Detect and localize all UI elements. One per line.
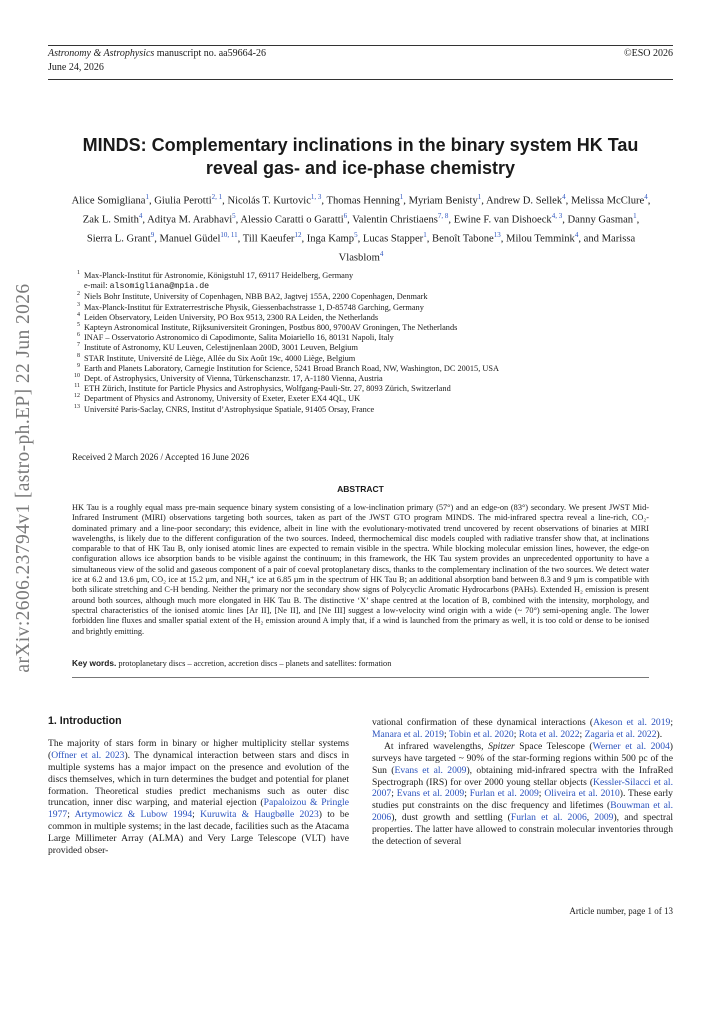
affiliation-list xyxy=(72,271,672,415)
author-affiliation-ref[interactable]: 1 xyxy=(477,193,482,201)
text-run: ), dust growth and settling ( xyxy=(391,812,511,824)
affiliation-text: Niels Bohr Institute, University of Copenhagen, NBB BA2, Jagtvej 155A, 2200 Copenhagen, Denmark xyxy=(84,292,428,302)
author-name: Thomas Henning xyxy=(326,195,400,207)
citation-link[interactable]: Papaloizou & Pringle 1977 xyxy=(48,797,349,821)
author-name: Manuel Güdel xyxy=(159,233,221,245)
text-run: ; xyxy=(443,728,449,740)
author-affiliation-ref[interactable]: 4 xyxy=(644,193,648,201)
affiliation-item xyxy=(72,384,672,394)
author-name: Melissa McClure xyxy=(570,195,645,207)
author-affiliation-ref[interactable]: 5 xyxy=(232,212,236,221)
affiliation-number: 7 xyxy=(77,342,80,349)
author-name: Sierra L. Grant xyxy=(86,233,151,245)
text-run: ) to be common in multiple systems; in the last decade, facilities such as the Atacama Large Millimeter Array (ALMA) and Very Large Telescope (VLT) have provided obser- xyxy=(48,809,349,857)
text-run: ). These early studies put constraints on the disc frequency and lifetimes ( xyxy=(372,788,673,812)
affiliation-item xyxy=(72,405,672,415)
author-name: Nicolás T. Kurtovic xyxy=(227,195,311,207)
citation-link[interactable]: Werner et al. 2004 xyxy=(592,740,670,752)
citation-link[interactable]: Oliveira et al. 2010 xyxy=(544,788,620,800)
text-run: vational confirmation of these dynamical interactions ( xyxy=(372,717,594,728)
header-copyright: ©ESO 2026 xyxy=(624,48,673,59)
citation-link[interactable]: Evans et al. 2009 xyxy=(394,764,467,776)
affiliation-item xyxy=(72,303,672,313)
author-affiliation-ref[interactable]: 4 xyxy=(379,250,384,259)
text-run: ; xyxy=(464,788,470,800)
author-name: Alice Somigliana xyxy=(71,195,146,207)
affiliation-item xyxy=(72,333,672,343)
text-run: ; xyxy=(391,788,397,800)
citation-link[interactable]: Bouwman et al. 2006 xyxy=(372,800,673,824)
author-affiliation-ref[interactable]: 1 xyxy=(145,193,149,201)
author-list: Alice Somigliana$^1$, Giulia Perotti$^{2, 1}$, Nicolás T. Kurtovic$^{1, 3}$, Thomas Henning$^1$, Myriam Benisty$^1$, Andrew D. Sellek$^4$, Melissa McClure$^4$, Zak L. Smith$^4$, Aditya M. Arabhavi$^5$, Alessio Caratti o Garatti$^6$, Valentin Christiaens$^{7, 8}$, Ewine F. van Dishoeck$^{4, 3}$, Danny Gasman$^1$, Sierra L. Grant$^9$, Manuel Güdel$^{10, 11}$, Till Kaeufer$^{12}$, Inga Kamp$^5$, Lucas Stapper$^1$, Benoît Tabone$^{13}$, Milou Temmink$^4$, and Marissa Vlasblom$^4$ xyxy=(71,193,651,264)
right-column xyxy=(372,717,673,848)
arxiv-sidebar xyxy=(4,268,44,688)
affiliation-number: 5 xyxy=(77,322,80,329)
text-run: ; xyxy=(192,809,201,821)
manuscript-number: manuscript no. aa59664-26 xyxy=(154,48,266,59)
affiliation-item xyxy=(72,313,672,323)
affiliation-text: Department of Physics and Astronomy, University of Exeter, Exeter EX4 4QL, UK xyxy=(84,394,361,404)
author-affiliation-ref[interactable]: 9 xyxy=(150,231,155,240)
text-run: ). xyxy=(656,728,663,740)
intro-paragraph-1 xyxy=(48,738,349,857)
author-affiliation-ref[interactable]: 13 xyxy=(493,231,501,240)
affiliation-item xyxy=(72,292,672,302)
author-affiliation-ref[interactable]: 7, 8 xyxy=(437,212,449,221)
citation-link[interactable]: Offner et al. 2023 xyxy=(51,749,125,761)
author-affiliation-ref[interactable]: 4 xyxy=(138,212,143,221)
affiliation-text: e-mail: xyxy=(84,281,110,291)
text-run: The majority of stars form in binary or higher multiplicity stellar systems ( xyxy=(48,737,349,761)
title-line-2: reveal gas- and ice-phase chemistry xyxy=(205,158,516,178)
author-name: Giulia Perotti xyxy=(154,195,212,207)
page-footer: Article number, page 1 of 13 xyxy=(569,906,673,916)
text-run: ) surveys have targeted ~ 90% of the star-forming regions within 500 pc of the Sun ( xyxy=(372,740,673,776)
affiliation-number: 6 xyxy=(77,332,80,339)
affiliation-text: ETH Zürich, Institute for Particle Physics and Astrophysics, Wolfgang-Pauli-Str. 27, 8093 Zürich, Switzerland xyxy=(84,384,451,394)
affiliation-text: STAR Institute, Université de Liège, Allée du Six Août 19c, 4000 Liège, Belgium xyxy=(84,353,356,363)
email-address[interactable]: alsomigliana@mpia.de xyxy=(109,282,210,292)
affiliation-text: Max-Planck-Institut für Astronomie, Königstuhl 17, 69117 Heidelberg, Germany xyxy=(84,271,354,280)
author-affiliation-ref[interactable]: 1 xyxy=(423,231,427,240)
text-run: ; xyxy=(538,788,545,800)
author-affiliation-ref[interactable]: 4 xyxy=(562,193,566,201)
author-name: Ewine F. van Dishoeck xyxy=(453,214,552,226)
author-name: Danny Gasman xyxy=(567,214,634,226)
paper-title xyxy=(48,134,673,180)
citation-link[interactable]: Manara et al. 2019 xyxy=(372,728,444,740)
affiliation-number: 11 xyxy=(74,383,80,390)
author-name: Andrew D. Sellek xyxy=(485,195,563,207)
text-run: Space Telescope ( xyxy=(514,740,593,752)
affiliation-text: Kapteyn Astronomical Institute, Rijksuniversiteit Groningen, Postbus 800, 9700AV Groningen, The Netherlands xyxy=(84,323,458,333)
affiliation-number: 8 xyxy=(77,352,80,359)
affiliation-item xyxy=(72,271,672,281)
affiliation-text: Dept. of Astrophysics, University of Vienna, Türkenschanzstr. 17, A-1180 Vienna, Austria xyxy=(84,374,383,384)
author-name: Till Kaeufer xyxy=(242,233,295,245)
keywords-label: Key words. xyxy=(72,658,117,668)
citation-link[interactable]: Furlan et al. 2006 xyxy=(510,812,587,824)
text-run: ). The dynamical interaction between stars and discs in multiple systems has a major impact on the presence and evolution of the discs themselves, which in turn determines the budget and potential for planet formation. Theoretical studies predict mechanisms such as outer disc truncation, inner disc warping, and material ejection ( xyxy=(48,749,349,809)
affiliation-number: 4 xyxy=(77,311,80,318)
author-affiliation-ref[interactable]: 5 xyxy=(354,231,358,240)
section-divider xyxy=(72,677,649,678)
author-affiliation-ref[interactable]: 1 xyxy=(633,212,637,221)
author-affiliation-ref[interactable]: 10, 11 xyxy=(220,231,238,240)
text-run: ), obtaining mid-infrared spectra with the InfraRed Spectrograph (IRS) for over 2000 young stellar objects ( xyxy=(372,764,673,788)
text-run: , xyxy=(586,812,595,824)
keywords xyxy=(72,658,649,668)
running-header xyxy=(48,45,673,80)
journal-line xyxy=(48,48,266,59)
citation-link[interactable]: Tobin et al. 2020 xyxy=(448,728,514,740)
author-name: Alessio Caratti o Garatti xyxy=(240,214,344,226)
text-run: ; xyxy=(579,728,585,740)
author-affiliation-ref[interactable]: 1 xyxy=(399,193,404,201)
text-run: ; xyxy=(670,717,673,728)
affiliation-item xyxy=(72,364,672,374)
author-name: Valentin Christiaens xyxy=(352,214,438,226)
author-name: Aditya M. Arabhavi xyxy=(147,214,233,226)
affiliation-item xyxy=(72,323,672,333)
citation-link[interactable]: Rota et al. 2022 xyxy=(518,728,580,740)
author-affiliation-ref[interactable]: 4, 3 xyxy=(551,212,563,221)
affiliation-item xyxy=(72,281,672,292)
citation-link[interactable]: Kuruwita & Haugbølle 2023 xyxy=(200,809,319,821)
citation-link[interactable]: Furlan et al. 2009 xyxy=(469,788,539,800)
title-line-1: MINDS: Complementary inclinations in the binary system HK Tau xyxy=(82,135,639,155)
affiliation-text: INAF – Osservatorio Astronomico di Capodimonte, Salita Moiariello 16, 80131 Napoli, Italy xyxy=(84,333,394,343)
author-name: Marissa Vlasblom xyxy=(338,233,636,264)
affiliation-text: Université Paris-Saclay, CNRS, Institut d’Astrophysique Spatiale, 91405 Orsay, France xyxy=(84,404,375,414)
affiliation-text: Institute of Astronomy, KU Leuven, Celestijnenlaan 200D, 3001 Leuven, Belgium xyxy=(84,343,358,353)
citation-link[interactable]: Akeson et al. 2019 xyxy=(593,717,671,728)
author-affiliation-ref[interactable]: 4 xyxy=(574,231,579,240)
affiliation-number: 2 xyxy=(77,291,80,298)
keywords-text: protoplanetary discs – accretion, accretion discs – planets and satellites: formation xyxy=(116,659,392,668)
affiliation-text: Leiden Observatory, Leiden University, PO Box 9513, 2300 RA Leiden, the Netherlands xyxy=(84,312,379,322)
author-name: Zak L. Smith xyxy=(82,214,139,226)
citation-link[interactable]: Artymowicz & Lubow 1994 xyxy=(74,809,193,821)
section-heading-introduction: 1. Introduction xyxy=(48,715,122,727)
received-accepted: Received 2 March 2026 / Accepted 16 June 2026 xyxy=(72,452,249,462)
citation-link[interactable]: Evans et al. 2009 xyxy=(396,788,465,800)
header-date: June 24, 2026 xyxy=(48,62,104,73)
affiliation-number: 13 xyxy=(74,403,80,410)
citation-link[interactable]: Kessler-Silacci et al. 2007 xyxy=(372,776,673,800)
text-run: At infrared wavelengths, xyxy=(384,740,489,752)
text-run: ; xyxy=(67,809,75,821)
affiliation-item xyxy=(72,354,672,364)
citation-link[interactable]: 2009 xyxy=(594,812,614,824)
affiliation-item xyxy=(72,394,672,404)
affiliation-number: 9 xyxy=(77,362,80,369)
author-name: Myriam Benisty xyxy=(408,195,478,207)
arxiv-identifier: arXiv:2606.23794v1 [astro-ph.EP] 22 Jun 2026 xyxy=(13,283,34,673)
author-affiliation-ref[interactable]: 2, 1 xyxy=(211,193,223,201)
author-name: Lucas Stapper xyxy=(362,233,424,245)
left-column xyxy=(48,716,349,857)
telescope-name: Spitzer xyxy=(488,740,515,752)
intro-paragraph-2 xyxy=(372,741,673,848)
abstract-text: HK Tau is a roughly equal mass pre-main sequence binary system consisting of a low-inclination primary (57°) and an edge-on (83°) secondary. We present JWST Mid-Infrared Instrument (MIRI) observations targeting both sources, taken as part of the JWST GTO program MINDS. The mid-infrared spectra reveal a line-rich, CO₂-dominated primary and a line-poor secondary; this evidence, albeit in line with the evolutionary-motivated trend uncovered by recent observations of binaries at MIRI wavelengths, is likely due to the different configuration of the two sources. Indeed, thermochemical disc models coupled with radiative transfer show that, at inclinations comparable to that of HK Tau B, only ionised atomic lines are expected to remain visible in the spectra. While blocking molecular emission lines, however, the edge-on configuration allows ice absorption bands to be visible against the continuum; in this framework, the HK Tau system provides an unprecedented opportunity to have a simultaneous view of the solid and gaseous component of a pair of coeval protoplanetary discs, thanks to the complementary inclination of the two sources. We detect water ice at 6.2 and 13.6 µm, CO₂ ice at 15.2 µm, and NH₄⁺ ice at 6.85 µm in the spectrum of HK Tau B; an additional absorption band between 8.3 and 9 µm is compatible with both silicate stretching and C-H bending. Neither the primary nor the secondary show signs of Polycyclic Aromatic Hydrocarbons (PAHs). Extended H₂ emission is present around both sources, although much more elongated in HK Tau B. The distinctive ‘X’ shape centred at the location of B, combined with the intensity, morphology, and spectral characteristics of the ionised atomic lines [Ar II], [Ne II], and [Ne III] suggest a low-velocity wind origin with a wide (~ 70°) semi-opening angle. The lower forbidden line fluxes and smaller spatial extent of the H₂ emission around A imply that, if a wind is launched from the primary as well, it is too cold or dense to be ionised and brightly emitting. xyxy=(72,503,649,636)
author-affiliation-ref[interactable]: 1, 3 xyxy=(310,193,322,201)
author-name: Inga Kamp xyxy=(306,233,355,245)
author-name: Milou Temmink xyxy=(506,233,575,245)
affiliation-number: 1 xyxy=(77,270,80,276)
author-name: Benoît Tabone xyxy=(432,233,494,245)
citation-link[interactable]: Zagaria et al. 2022 xyxy=(584,728,657,740)
journal-name: Astronomy & Astrophysics xyxy=(48,48,155,59)
affiliation-item xyxy=(72,374,672,384)
text-run: ), and spectral properties. The latter have allowed to constrain molecular inventories through the detection of several xyxy=(372,812,673,848)
abstract-heading: ABSTRACT xyxy=(337,484,384,494)
author-affiliation-ref[interactable]: 12 xyxy=(294,231,302,240)
text-run: ; xyxy=(513,728,519,740)
affiliation-text: Earth and Planets Laboratory, Carnegie Institution for Science, 5241 Broad Branch Road, NW, Washington, DC 20015, USA xyxy=(84,363,499,373)
intro-paragraph-1-continued xyxy=(372,717,673,741)
affiliation-number: 10 xyxy=(74,373,80,380)
affiliation-item xyxy=(72,343,672,353)
author-affiliation-ref[interactable]: 6 xyxy=(343,212,348,221)
affiliation-number: 3 xyxy=(77,301,80,308)
affiliation-number: 12 xyxy=(74,393,80,400)
affiliation-text: Max-Planck-Institut für Extraterrestrische Physik, Giessenbachstrasse 1, D-85748 Garching, Germany xyxy=(84,302,424,312)
